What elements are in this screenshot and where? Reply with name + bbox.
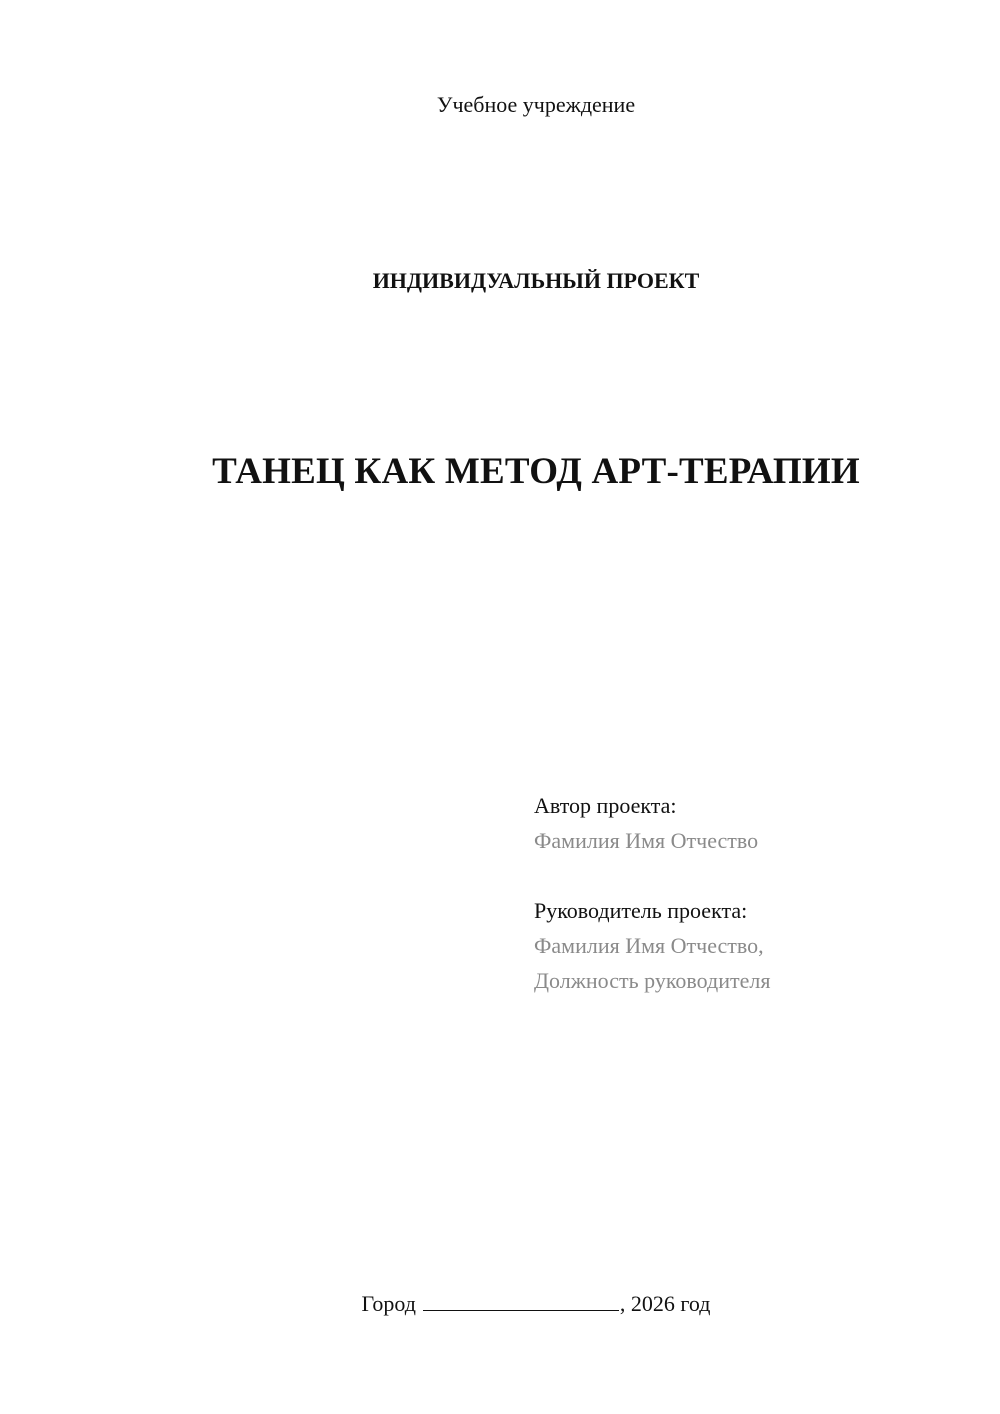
city-blank-underline bbox=[423, 1290, 619, 1311]
supervisor-label: Руководитель проекта: bbox=[534, 898, 748, 923]
institution-name: Учебное учреждение bbox=[436, 92, 636, 117]
document-type-heading: ИНДИВИДУАЛЬНЫЙ ПРОЕКТ bbox=[372, 268, 700, 293]
spacer bbox=[534, 858, 974, 893]
year-text: , 2026 год bbox=[619, 1291, 711, 1316]
supervisor-position: Должность руководителя bbox=[534, 968, 771, 993]
project-credits bbox=[534, 788, 974, 998]
city-label: Город bbox=[361, 1291, 416, 1316]
city-year-line bbox=[0, 1290, 1000, 1317]
supervisor-name: Фамилия Имя Отчество, bbox=[534, 933, 764, 958]
project-title: ТАНЕЦ КАК МЕТОД АРТ-ТЕРАПИИ bbox=[212, 451, 860, 492]
author-name: Фамилия Имя Отчество bbox=[534, 828, 759, 853]
author-label: Автор проекта: bbox=[534, 793, 677, 818]
